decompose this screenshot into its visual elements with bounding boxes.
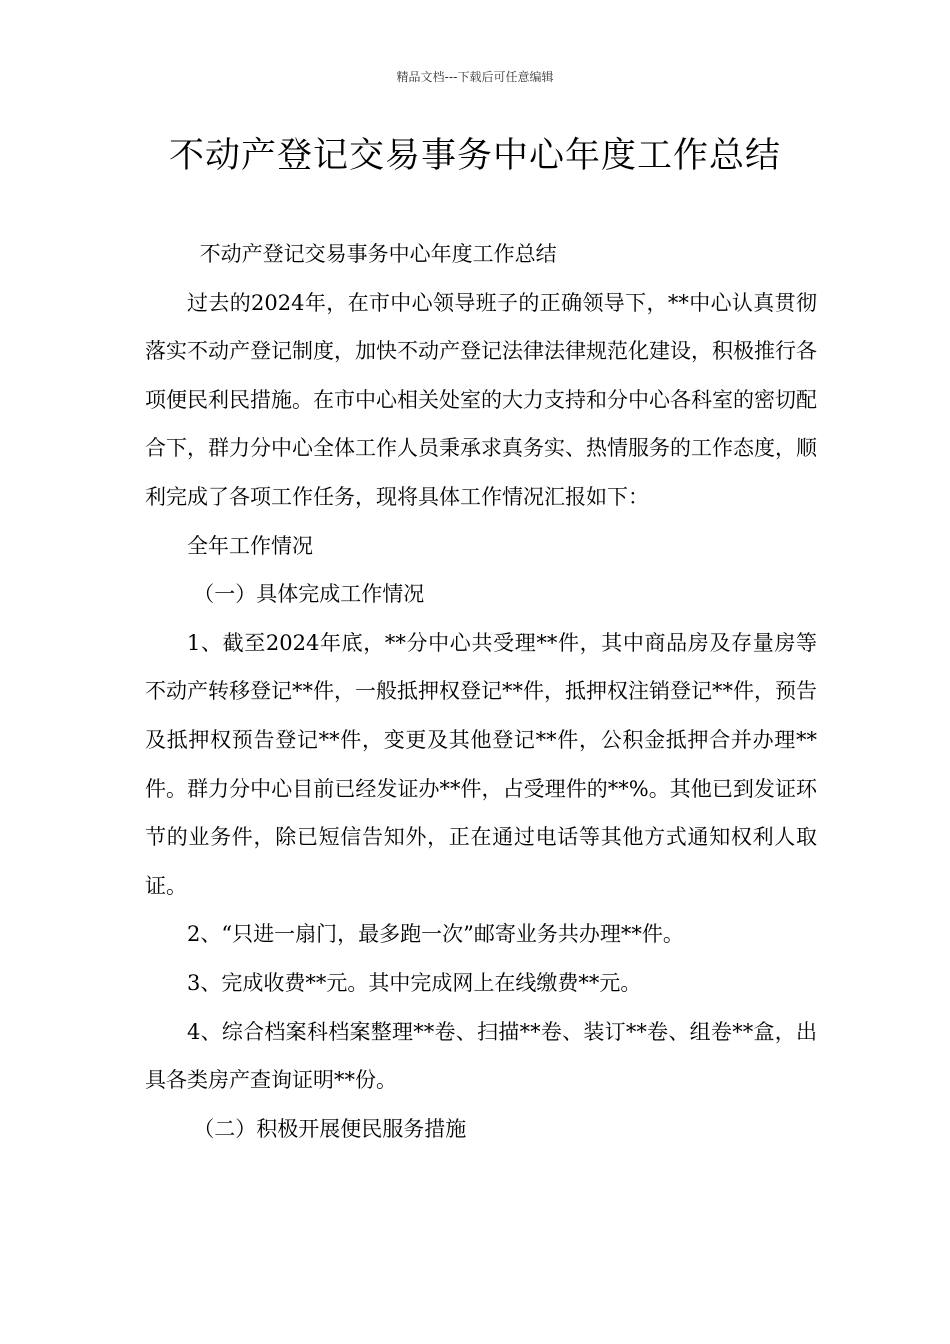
paragraph-item-2: 2、“只进一扇门，最多跑一次”邮寄业务共办理**件。 <box>187 922 684 947</box>
paragraph-intro: 过去的2024年，在市中心领导班子的正确领导下，**中心认真贯彻落实不动产登记制度，加快不动产登记法律法律规范化建设，积极推行各项便民利民措施。在市中心相关处室的大力支持和分中心各科室的密切配合下，群力分中心全体工作人员秉承求真务实、热情服务的工作态度，顺利完成了各项工作任务，现将具体工作情况汇报如下： <box>145 290 817 509</box>
body-subtitle: 不动产登记交易事务中心年度工作总结 <box>199 242 557 266</box>
header-note: 精品文档---下载后可任意编辑 <box>396 70 554 84</box>
document-title: 不动产登记交易事务中心年度工作总结 <box>168 136 781 176</box>
paragraph-item-1: 1、截至2024年底，**分中心共受理**件，其中商品房及存量房等不动产转移登记**件，一般抵押权登记**件，抵押权注销登记**件，预告及抵押权预告登记**件，变更及其他登记**件，公积金抵押合并办理**件。群力分中心目前已经发证办**件，占受理件的**%。其他已到发证环节的业务件，除已短信告知外，正在通过电话等其他方式通知权利人取证。 <box>145 630 817 898</box>
paragraph-item-3: 3、完成收费**元。其中完成网上在线缴费**元。 <box>187 970 642 995</box>
section-heading-service: （二）积极开展便民服务措施 <box>193 1116 467 1141</box>
section-heading-annual: 全年工作情况 <box>187 533 313 558</box>
document-body <box>145 230 817 1153</box>
section-heading-completed: （一）具体完成工作情况 <box>193 582 425 607</box>
paragraph-item-4: 4、综合档案科档案整理**卷、扫描**卷、装订**卷、组卷**盒，出具各类房产查询证明**份。 <box>145 1019 817 1093</box>
